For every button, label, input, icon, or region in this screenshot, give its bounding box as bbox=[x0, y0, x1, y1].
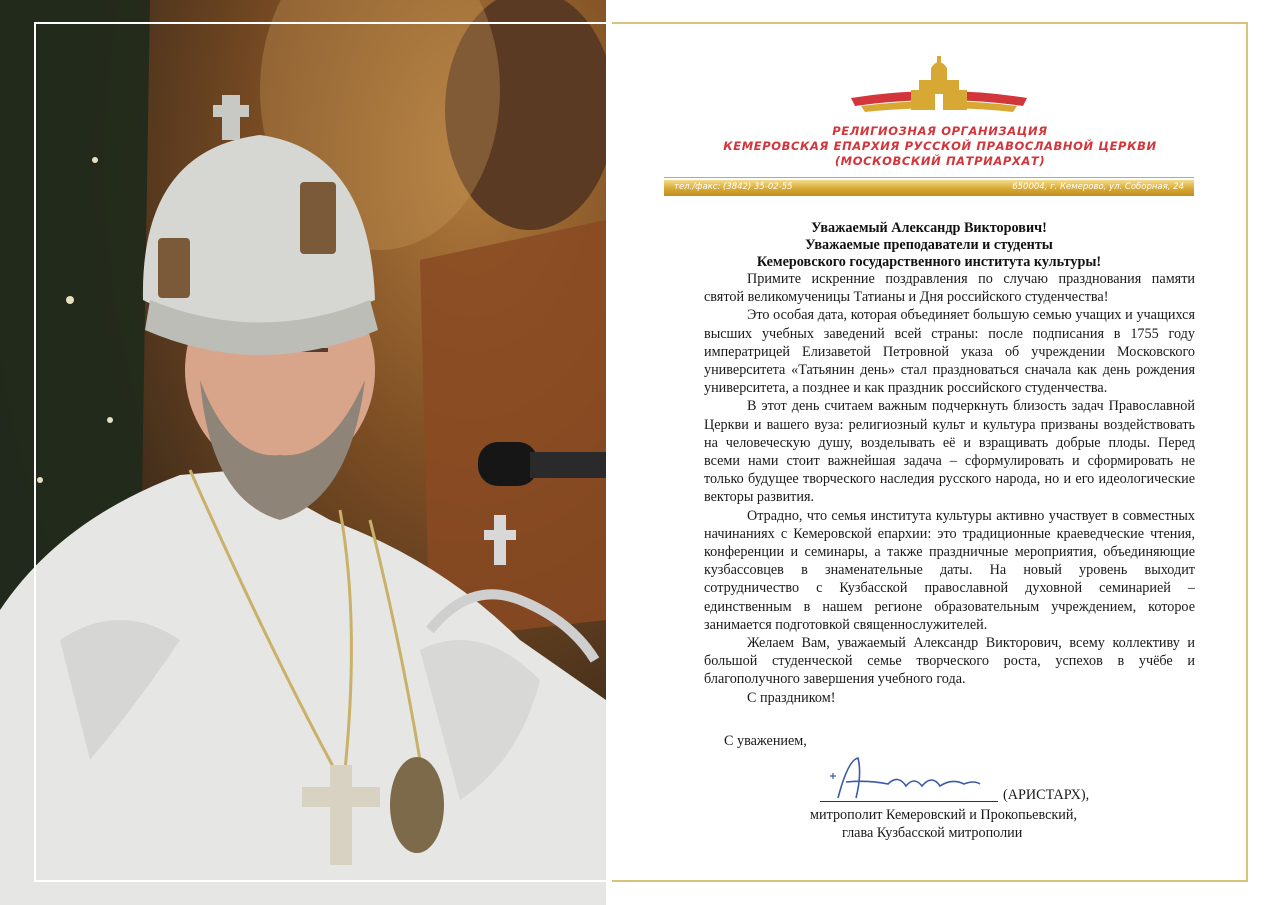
signature-line bbox=[820, 801, 998, 802]
letterhead-contact-bar bbox=[664, 180, 1194, 196]
letter-body bbox=[704, 270, 1195, 707]
cathedral-logo-icon bbox=[847, 56, 1031, 122]
paragraph-closing-wish: С праздником! bbox=[747, 689, 836, 706]
greeting-line2: Уважаемые преподаватели и студенты bbox=[805, 237, 1053, 253]
signatory-title-line2: глава Кузбасской митрополии bbox=[842, 825, 1023, 841]
letterhead-rule bbox=[664, 177, 1194, 178]
contact-address: 650004, г. Кемерово, ул. Соборная, 24 bbox=[1012, 182, 1184, 192]
org-name-line2: КЕМЕРОВСКАЯ ЕПАРХИЯ РУССКОЙ ПРАВОСЛАВНОЙ ЦЕРКВИ bbox=[723, 139, 1157, 153]
paragraph: Примите искренние поздравления по случаю празднования памяти святой великомученицы Татианы и Дня российского студенчества! bbox=[704, 271, 1195, 306]
paragraph: Желаем Вам, уважаемый Александр Викторович, всему коллективу и большой студенческой семье творческого роста, успехов в учёбе и благополучного завершения учебного года. bbox=[704, 635, 1195, 688]
signatory-title-line1: митрополит Кемеровский и Прокопьевский, bbox=[810, 807, 1078, 823]
greeting-line1: Уважаемый Александр Викторович! bbox=[811, 220, 1047, 236]
org-name-line1: РЕЛИГИОЗНАЯ ОРГАНИЗАЦИЯ bbox=[832, 124, 1048, 138]
handwritten-signature-icon bbox=[828, 754, 988, 806]
paragraph: Отрадно, что семья института культуры активно участвует в совместных начинаниях с Кемеровской епархии: это традиционные краеведческие чтения, конференции и семинары, а также праздничные мероприятия, объединяющие кузбассовцев в знаменательные даты. На новый уровень выходит сотрудничество с Кузбасской православной духовной семинарией – единственным в нашем регионе образовательным учреждением, которое занимается подготовкой священнослужителей. bbox=[704, 507, 1195, 633]
greeting-line3: Кемеровского государственного института культуры! bbox=[756, 254, 1102, 270]
paragraph: Это особая дата, которая объединяет большую семью учащих и учащихся высших учебных заведений всей страны: после подписания в 1755 году императрицей Елизаветой Петровной указа об учреждении Московского университета «Татьянин день» стал праздноваться сначала как день рождения университета, а позднее и как праздник российского студенчества. bbox=[704, 307, 1195, 397]
org-name-line3: (МОСКОВСКИЙ ПАТРИАРХАТ) bbox=[834, 154, 1046, 168]
photo-frame bbox=[34, 22, 614, 882]
signatory-name: (АРИСТАРХ), bbox=[1003, 787, 1090, 803]
paragraph: В этот день считаем важным подчеркнуть близость задач Православной Церкви и вашего вуза: религиозный культ и культура призваны воздействовать на человеческую душу, возделывать её и взращивать добрые плоды. Перед всеми нами стоит важнейшая задача – сформулировать и сформировать не только будущее творческого наследия русского народа, но и его идеологические векторы развития. bbox=[704, 398, 1195, 506]
contact-phone: тел./факс: (3842) 35-02-55 bbox=[674, 182, 793, 192]
regards-line: С уважением, bbox=[724, 733, 807, 749]
